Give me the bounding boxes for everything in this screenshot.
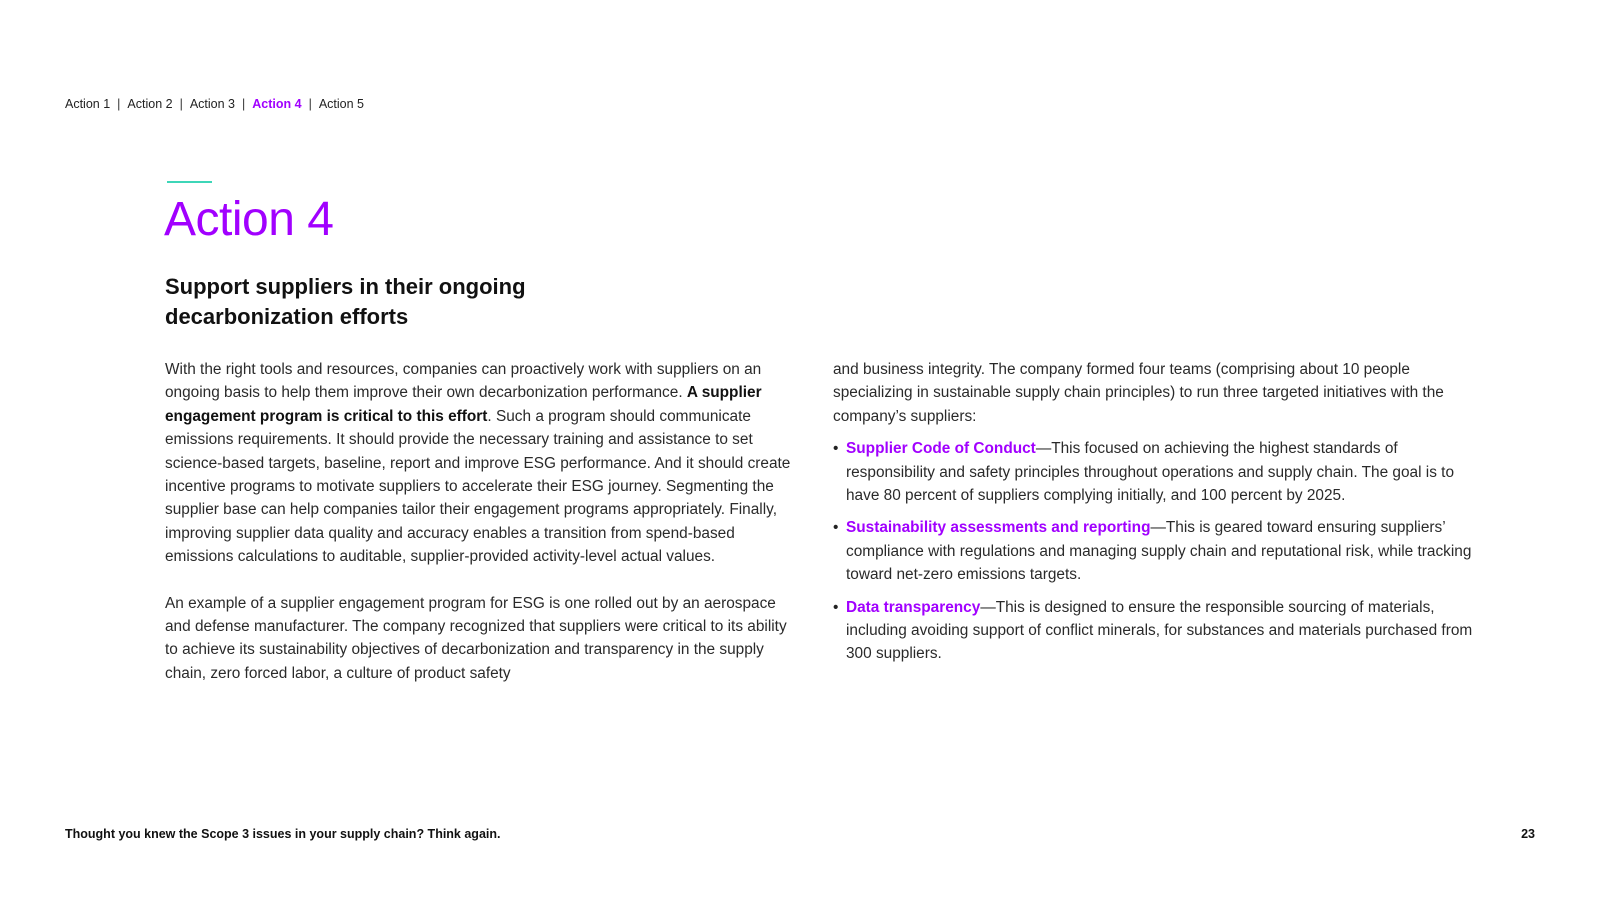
initiative-text: —This focused on achieving the highest standards of responsibility and safety principles throughout operations and supply chain. The goal is to have 80 percent of suppliers complying initially, and 100 percent by 2025. (846, 440, 1455, 505)
initiative-title: Data transparency (846, 598, 981, 616)
page-number: 23 (1521, 827, 1535, 841)
footer-tagline: Thought you knew the Scope 3 issues in your supply chain? Think again. (65, 827, 501, 841)
list-item (833, 596, 1473, 666)
bullet-icon: • (833, 440, 839, 458)
breadcrumb-action-2[interactable]: Action 2 (127, 97, 173, 111)
initiatives-list (833, 437, 1473, 666)
initiative-title: Sustainability assessments and reporting (846, 519, 1151, 537)
bullet-icon: • (833, 598, 839, 616)
section-subtitle: Support suppliers in their ongoing decarbonization efforts (165, 274, 526, 329)
initiative-text: —This is designed to ensure the responsible sourcing of materials, including avoiding support of conflict minerals, for substances and materials purchased from 300 suppliers. (846, 598, 1473, 663)
accent-divider (167, 181, 212, 183)
action-breadcrumb (65, 97, 364, 111)
breadcrumb-separator: | (179, 97, 183, 111)
initiative-text: —This is geared toward ensuring suppliers’ compliance with regulations and managing supply chain and reputational risk, while tracking toward net-zero emissions targets. (846, 519, 1472, 584)
body-column-left (165, 358, 795, 685)
breadcrumb-separator: | (242, 97, 246, 111)
body-paragraph-2: An example of a supplier engagement program for ESG is one rolled out by an aerospace and defense manufacturer. The company recognized that suppliers were critical to its ability to achieve its sustainability objectives of decarbonization and transparency in the supply chain, zero forced labor, a culture of product safety (165, 594, 787, 682)
breadcrumb-action-1[interactable]: Action 1 (65, 97, 111, 111)
breadcrumb-action-5[interactable]: Action 5 (318, 97, 364, 111)
list-item (833, 516, 1473, 586)
initiative-title: Supplier Code of Conduct (846, 440, 1036, 458)
paragraph-1-rest: . Such a program should communicate emissions requirements. It should provide the necessary training and assistance to set science-based targets, baseline, report and improve ESG performance. And it should create incentive programs to motivate suppliers to accelerate their ESG journey. Segmenting the supplier base can help companies tailor their engagement programs appropriately. Finally, improving supplier data quality and accuracy enables a transition from spend-based emissions calculations to auditable, supplier-provided activity-level actual values. (165, 407, 791, 566)
breadcrumb-separator: | (308, 97, 312, 111)
breadcrumb-action-3[interactable]: Action 3 (189, 97, 236, 111)
list-item (833, 437, 1473, 507)
breadcrumb-action-4-current[interactable]: Action 4 (252, 97, 302, 111)
body-column-right (833, 358, 1473, 675)
paragraph-1-emphasis: A supplier engagement program is critical to this effort (165, 384, 762, 425)
page-title: Action 4 (164, 193, 334, 246)
paragraph-1-intro: With the right tools and resources, companies can proactively work with suppliers on an ongoing basis to help them improve their own decarbonization performance. (165, 361, 762, 402)
body-paragraph-2-continued: and business integrity. The company formed four teams (comprising about 10 people specializing in sustainable supply chain principles) to run three targeted initiatives with the company’s suppliers: (833, 361, 1444, 425)
body-paragraph-1 (165, 358, 795, 569)
bullet-icon: • (833, 519, 839, 537)
breadcrumb-separator: | (117, 97, 121, 111)
